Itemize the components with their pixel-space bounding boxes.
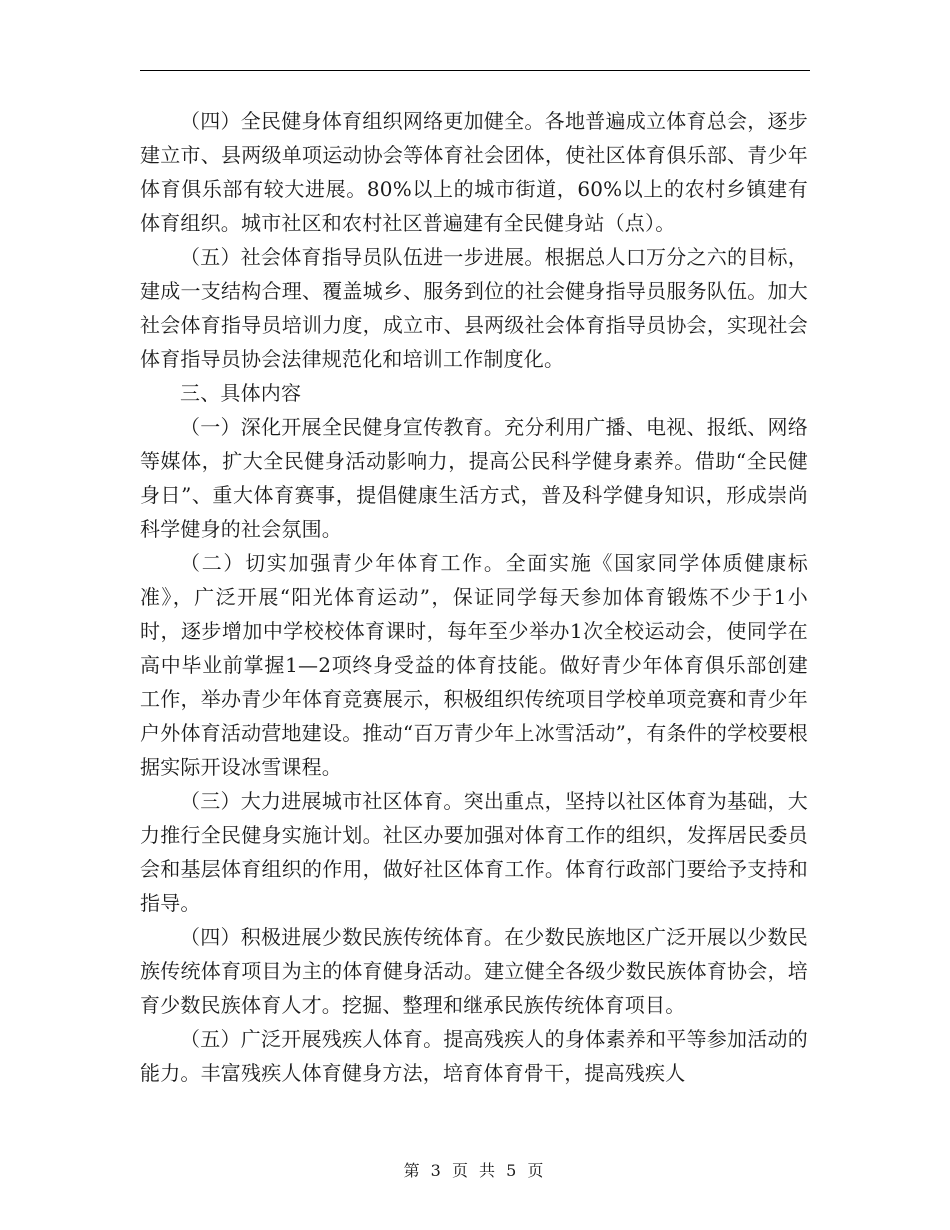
- paragraph-disabled-sports: （五）广泛开展残疾人体育。提高残疾人的身体素养和平等参加活动的能力。丰富残疾人体育健身方法，培育体育骨干，提高残疾人: [140, 1027, 808, 1085]
- section-heading-specific-content: 三、具体内容: [180, 381, 302, 405]
- paragraph-ethnic-sports: （四）积极进展少数民族传统体育。在少数民族地区广泛开展以少数民族传统体育项目为主的体育健身活动。建立健全各级少数民族体育协会，培育少数民族体育人才。挖掘、整理和继承民族传统体育项目。: [140, 925, 808, 1017]
- document-body: [140, 104, 808, 1090]
- paragraph-publicity-education: （一）深化开展全民健身宣传教育。充分利用广播、电视、报纸、网络等媒体，扩大全民健身活动影响力，提高公民科学健身素养。借助“全民健身日”、重大体育赛事，提倡健康生活方式，普及科学健身知识，形成崇尚科学健身的社会氛围。: [140, 415, 808, 541]
- header-rule: [140, 70, 810, 71]
- paragraph-instructor-team: （五）社会体育指导员队伍进一步进展。根据总人口万分之六的目标，建成一支结构合理、覆盖城乡、服务到位的社会健身指导员服务队伍。加大社会体育指导员培训力度，成立市、县两级社会体育指导员协会，实现社会体育指导员协会法律规范化和培训工作制度化。: [140, 245, 808, 371]
- page-number-footer: 第 3 页 共 5 页: [403, 1161, 547, 1180]
- paragraph-youth-sports: （二）切实加强青少年体育工作。全面实施《国家同学体质健康标准》，广泛开展“阳光体育运动”，保证同学每天参加体育锻炼不少于1小时，逐步增加中学校校体育课时，每年至少举办1次全校运动会，使同学在高中毕业前掌握1—2项终身受益的体育技能。做好青少年体育俱乐部创建工作，举办青少年体育竞赛展示，积极组织传统项目学校单项竞赛和青少年户外体育活动营地建设。推动“百万青少年上冰雪活动”，有条件的学校要根据实际开设冰雪课程。: [140, 551, 808, 779]
- paragraph-org-network: （四）全民健身体育组织网络更加健全。各地普遍成立体育总会，逐步建立市、县两级单项运动协会等体育社会团体，使社区体育俱乐部、青少年体育俱乐部有较大进展。80%以上的城市街道，60%以上的农村乡镇建有体育组织。城市社区和农村社区普遍建有全民健身站（点）。: [140, 109, 808, 235]
- paragraph-community-sports: （三）大力进展城市社区体育。突出重点，坚持以社区体育为基础，大力推行全民健身实施计划。社区办要加强对体育工作的组织，发挥居民委员会和基层体育组织的作用，做好社区体育工作。体育行政部门要给予支持和指导。: [140, 789, 808, 915]
